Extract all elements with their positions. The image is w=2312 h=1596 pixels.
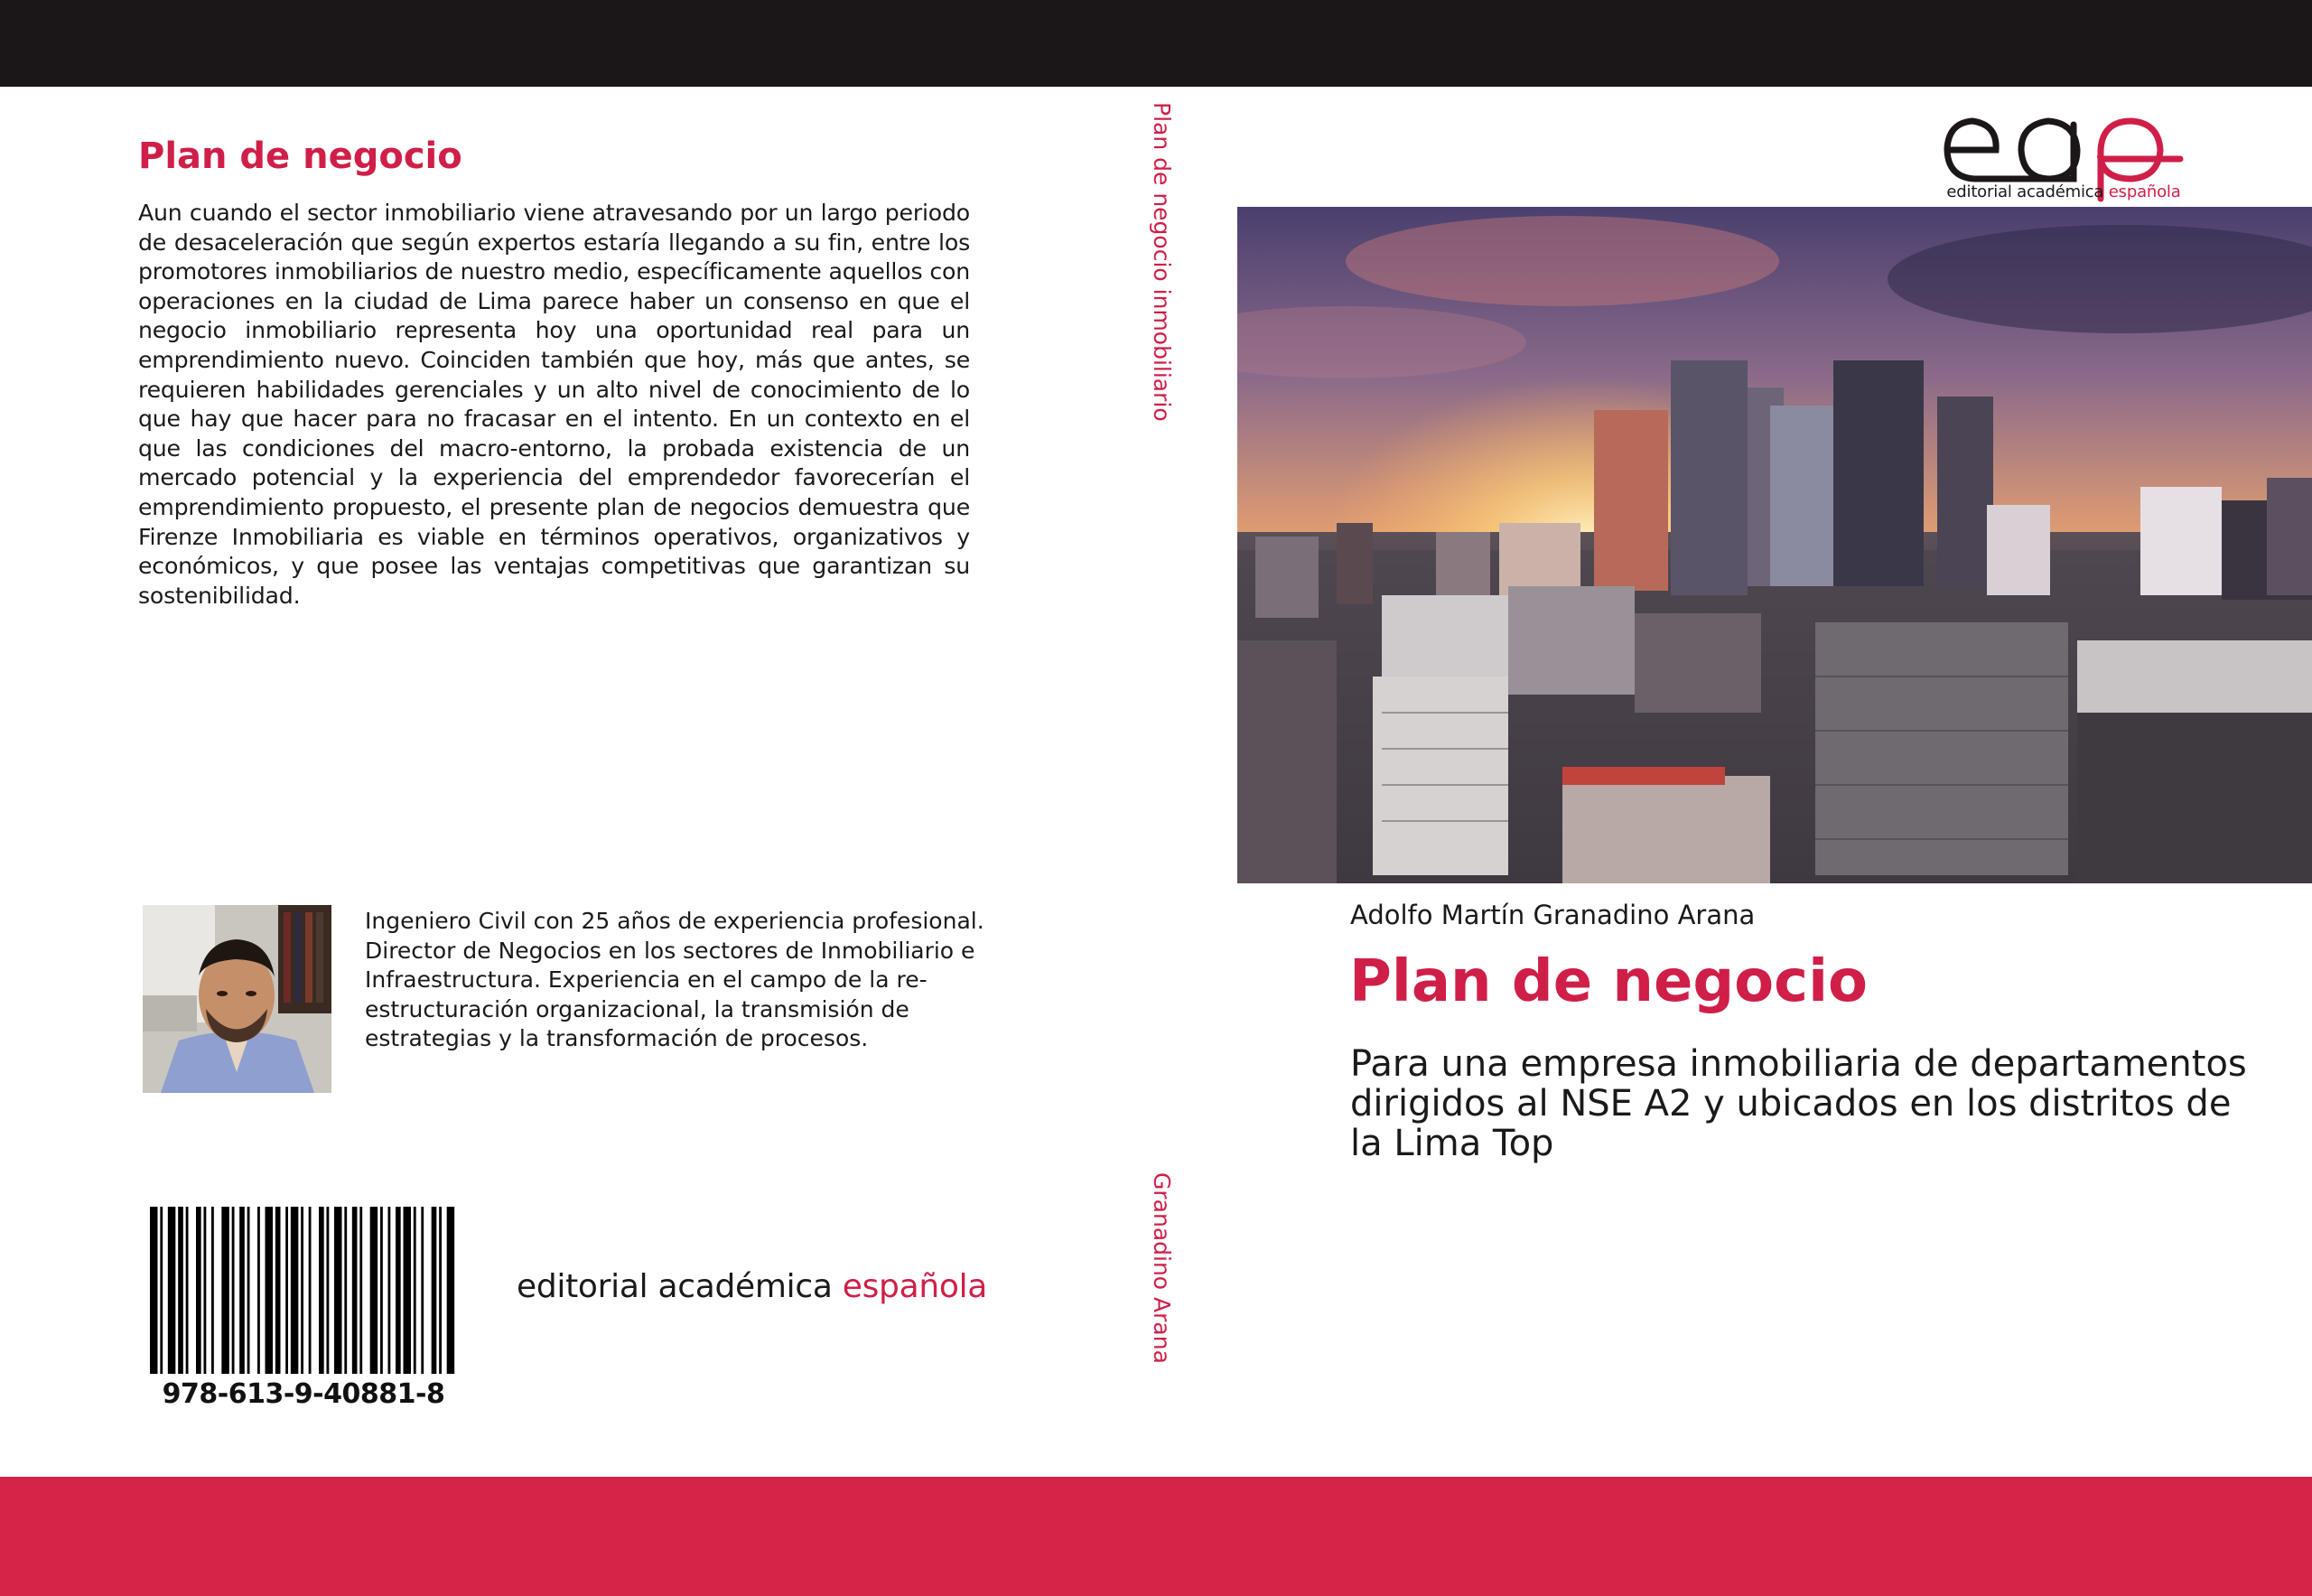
barcode-bar [439,1207,442,1374]
barcode-bar [257,1207,260,1374]
barcode-bar [275,1207,281,1374]
spine-title: Plan de negocio inmobiliario [1149,102,1175,422]
barcode-bar [309,1207,312,1374]
barcode-bar [334,1207,342,1374]
barcode-bar [352,1207,358,1374]
publisher-name [517,1268,987,1305]
logo-caption-accent: española [2108,182,2181,201]
author-photo [143,905,331,1093]
publisher-name-accent: española [842,1268,988,1305]
barcode-bar [447,1207,455,1374]
isbn-number: 978-613-9-40881-8 [162,1378,445,1410]
barcode-bar [196,1207,201,1374]
barcode-bar [168,1207,176,1374]
author-bio: Ingeniero Civil con 25 años de experiencia profesional. Director de Negocios en los sectores de Inmobiliario e Infraestructura. Experiencia en el campo de la re-estructuración organizacional, la transmisión de estrategias y la transformación de procesos. [365,908,984,1052]
barcode-bar [211,1207,214,1374]
barcode-bar [359,1207,362,1374]
bottom-band [0,1477,2312,1596]
barcode-bar [421,1207,424,1374]
back-cover-blurb: Aun cuando el sector inmobiliario viene atravesando por un largo periodo de desaceleración que según expertos estaría llegando a su fin, entre los promotores inmobiliarios de nuestro medio, específicamente aquellos con operaciones en la ciudad de Lima parece haber un consenso en que el negocio inmobiliario representa hoy una oportunidad real para un emprendimiento nuevo. Coinciden también que hoy, más que antes, se requieren habilidades gerenciales y un alto nivel de conocimiento de lo que hay que hacer para no fracasar en el intento. En un contexto en el que las condiciones del macro-entorno, la probada existencia de un mercado potencial y la experiencia del emprendedor favorecerían el emprendimiento propuesto, el presente plan de negocios demuestra que Firenze Inmobiliaria es viable en términos operativos, organizativos y económicos, y que posee las ventajas competitivas que garantizan su sostenibilidad. [138,200,970,609]
barcode-bar [388,1207,391,1374]
barcode-bar [319,1207,324,1374]
front-cover-title: Plan de negocio [1349,948,1868,1015]
barcode-bar [291,1207,299,1374]
barcode-bar [204,1207,207,1374]
barcode-bar [150,1207,158,1374]
logo-caption-main: editorial académica [1946,182,2109,201]
barcode-bar [301,1207,303,1374]
front-cover-author: Adolfo Martín Granadino Arana [1350,900,1756,930]
barcode-bar [396,1207,401,1374]
barcode [150,1207,457,1414]
barcode-bar [221,1207,229,1374]
barcode-bars [150,1207,457,1374]
barcode-bar [404,1207,412,1374]
publisher-name-main: editorial académica [517,1268,843,1305]
barcode-bar [285,1207,288,1374]
barcode-bar [160,1207,163,1374]
back-cover-title: Plan de negocio [138,135,462,177]
barcode-bar [266,1207,274,1374]
barcode-bar [380,1207,383,1374]
cover-cityscape-photo [1237,207,2312,883]
barcode-bar [327,1207,330,1374]
barcode-bar [344,1207,347,1374]
front-cover-subtitle: Para una empresa inmobiliaria de departamentos dirigidos al NSE A2 y ubicados en los distritos de la Lima Top [1350,1043,2247,1164]
barcode-bar [186,1207,189,1374]
barcode-bar [178,1207,183,1374]
spine-author: Granadino Arana [1149,1172,1175,1364]
barcode-bar [370,1207,378,1374]
barcode-bar [414,1207,416,1374]
barcode-bar [232,1207,235,1374]
barcode-bar [247,1207,250,1374]
barcode-bar [432,1207,437,1374]
logo-caption [1942,182,2186,201]
top-band [0,0,2312,87]
barcode-bar [239,1207,245,1374]
